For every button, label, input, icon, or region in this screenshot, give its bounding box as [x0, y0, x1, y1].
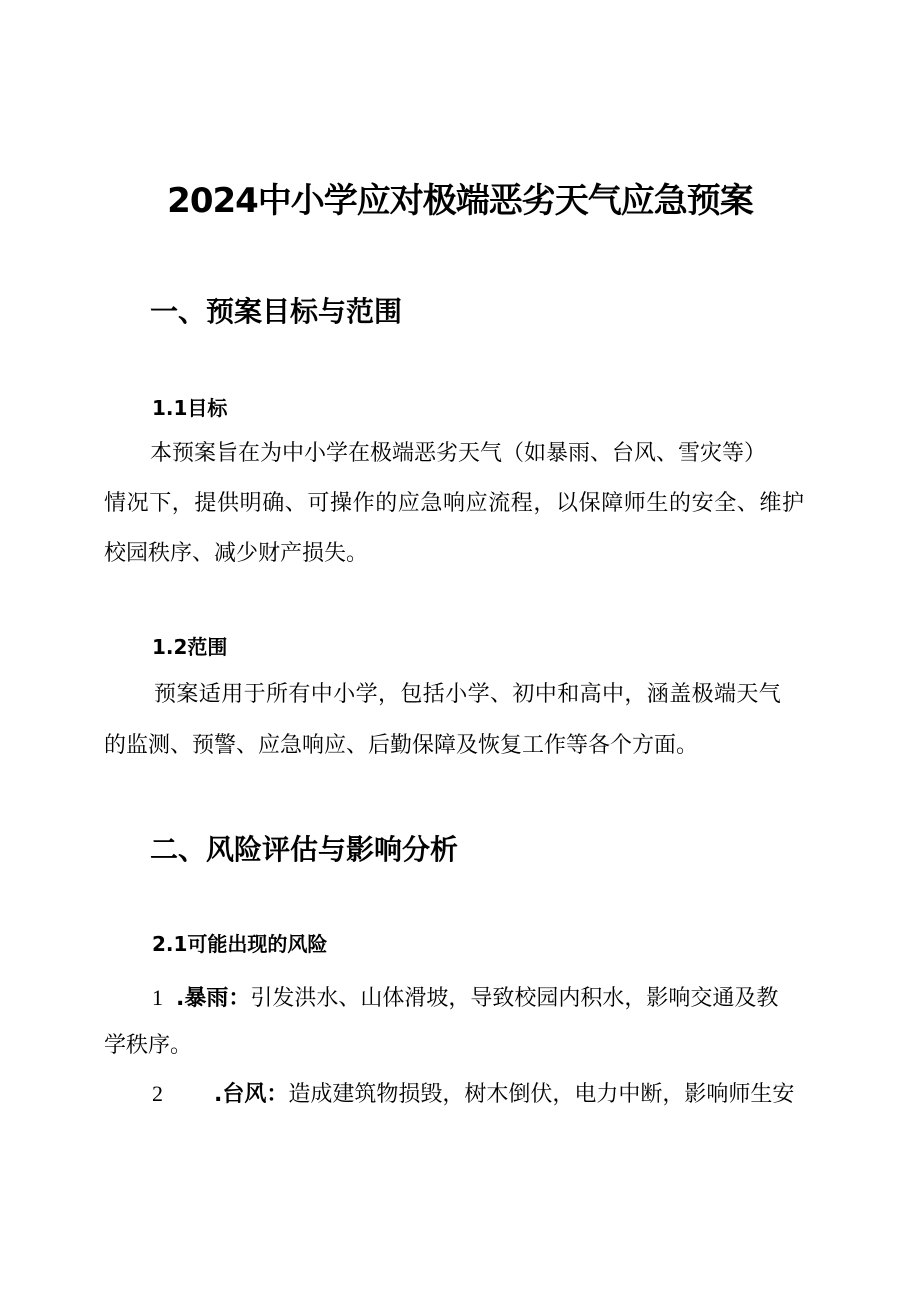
list-item-label: .暴雨：: [176, 986, 251, 1011]
paragraph-line: 预案适用于所有中小学，包括小学、初中和高中，涵盖极端天气: [154, 682, 782, 707]
subsection-2-1-heading: 2.1可能出现的风险: [152, 932, 328, 956]
paragraph-line: 情况下，提供明确、可操作的应急响应流程，以保障师生的安全、维护: [104, 491, 805, 516]
section-2-heading: 二、风险评估与影响分析: [150, 833, 459, 866]
paragraph-line: 的监测、预警、应急响应、后勤保障及恢复工作等各个方面。: [104, 733, 699, 758]
list-item-number: 2: [152, 1081, 163, 1106]
document-title: 2024中小学应对极端恶劣天气应急预案: [167, 181, 753, 221]
paragraph-line: 本预案旨在为中小学在极端恶劣天气（如暴雨、台风、雪灾等）: [150, 441, 767, 466]
paragraph-line: 校园秩序、减少财产损失。: [104, 541, 369, 566]
list-item-label: .台风：: [214, 1082, 289, 1107]
list-item-number: 1: [152, 985, 163, 1010]
list-item-continuation: 学秩序。: [104, 1033, 193, 1058]
subsection-1-2-heading: 1.2范围: [152, 635, 228, 659]
risk-list-item: [152, 984, 778, 1013]
subsection-1-1-heading: 1.1目标: [152, 396, 228, 420]
list-item-text: 引发洪水、山体滑坡，导致校园内积水，影响交通及教: [250, 986, 779, 1011]
risk-list-item: [152, 1080, 794, 1109]
list-item-text: 造成建筑物损毁，树木倒伏，电力中断，影响师生安: [288, 1082, 795, 1107]
section-1-heading: 一、预案目标与范围: [150, 295, 403, 328]
